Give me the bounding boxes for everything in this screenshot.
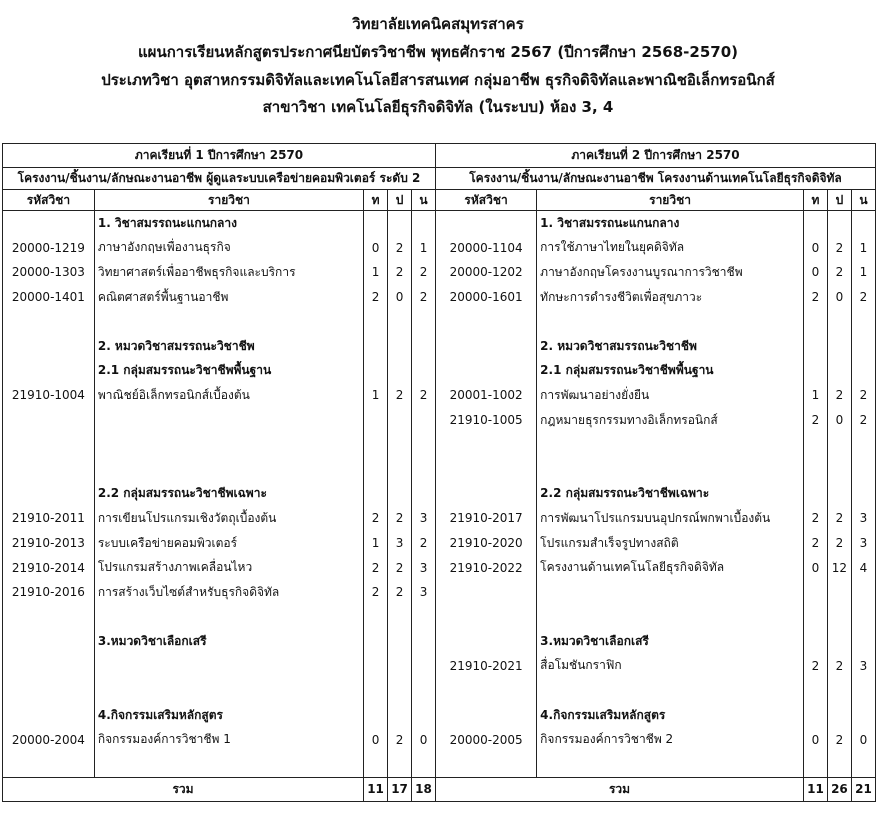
cell-code-left: 21910-1004 [3,383,95,408]
cell-name-left [94,654,363,679]
total-label-right: รวม [436,777,804,801]
cell-name-right: การพัฒนาโปรแกรมบนอุปกรณ์พกพาเบื้องต้น [537,506,804,531]
cell-code-left [3,359,95,384]
cell-t-right: 0 [803,236,827,261]
college-name: วิทยาลัยเทคนิคสมุทรสาคร [352,15,524,33]
cell-code-left [3,334,95,359]
cell-name-right: 2. หมวดวิชาสมรรถนะวิชาชีพ [537,334,804,359]
cell-name-right: การพัฒนาอย่างยั่งยืน [537,383,804,408]
cell-t-left [364,752,388,777]
cell-p-right: 2 [827,727,851,752]
cell-n-left: 2 [412,531,436,556]
cell-n-right [851,580,875,605]
cell-p-left [388,654,412,679]
cell-p-right: 0 [827,408,851,433]
cell-t-right [803,359,827,384]
col-p-right: ป [827,190,851,211]
cell-n-left [412,432,436,457]
col-t-right: ท [803,190,827,211]
cell-t-right [803,703,827,728]
cell-t-left [364,678,388,703]
cell-p-right: 2 [827,260,851,285]
course-row [3,727,876,752]
cell-name-left: 2.2 กลุ่มสมรรถนะวิชาชีพเฉพาะ [94,482,363,507]
cell-name-left: 2.1 กลุ่มสมรรถนะวิชาชีพพื้นฐาน [94,359,363,384]
cell-name-right: โปรแกรมสำเร็จรูปทางสถิติ [537,531,804,556]
cell-code-right [436,432,537,457]
cell-t-left: 0 [364,727,388,752]
cell-t-right: 1 [803,383,827,408]
course-row [3,531,876,556]
course-row [3,605,876,630]
cell-code-right: 20000-1601 [436,285,537,310]
cell-p-left: 3 [388,531,412,556]
study-plan-table [2,143,876,802]
cell-code-left: 21910-2016 [3,580,95,605]
cell-t-left: 2 [364,285,388,310]
course-row [3,285,876,310]
cell-p-left [388,482,412,507]
course-row [3,383,876,408]
cell-p-left [388,678,412,703]
cell-code-right [436,752,537,777]
cell-n-right [851,629,875,654]
cell-code-right [436,703,537,728]
cell-n-left: 3 [412,580,436,605]
project-header-row [3,168,876,190]
cell-n-right: 3 [851,531,875,556]
course-row [3,629,876,654]
cell-n-left [412,482,436,507]
cell-name-right [537,580,804,605]
cell-code-left [3,309,95,334]
cell-name-left: 1. วิชาสมรรถนะแกนกลาง [94,211,363,236]
cell-code-right: 20000-1202 [436,260,537,285]
cell-n-left [412,211,436,236]
semester-header-row [3,144,876,168]
cell-name-right [537,309,804,334]
cell-code-left: 21910-2013 [3,531,95,556]
cell-n-left [412,408,436,433]
cell-t-right [803,432,827,457]
cell-p-right [827,432,851,457]
cell-code-right: 21910-2020 [436,531,537,556]
cell-name-left [94,408,363,433]
cell-name-right: การใช้ภาษาไทยในยุคดิจิทัล [537,236,804,261]
total-p-left: 17 [388,777,412,801]
cell-t-left: 2 [364,506,388,531]
cell-p-left [388,703,412,728]
cell-code-right [436,334,537,359]
cell-name-right [537,752,804,777]
cell-t-right: 0 [803,727,827,752]
cell-t-right [803,211,827,236]
cell-t-left [364,629,388,654]
cell-n-left [412,605,436,630]
course-row [3,555,876,580]
cell-t-left: 0 [364,236,388,261]
cell-n-right: 2 [851,285,875,310]
cell-name-left: โปรแกรมสร้างภาพเคลื่อนไหว [94,555,363,580]
course-row [3,654,876,679]
cell-n-right: 4 [851,555,875,580]
cell-n-left: 0 [412,727,436,752]
cell-n-right: 2 [851,383,875,408]
cell-t-left [364,432,388,457]
cell-p-left [388,629,412,654]
cell-code-left [3,457,95,482]
cell-code-left: 20000-1401 [3,285,95,310]
cell-p-right [827,703,851,728]
cell-t-left [364,457,388,482]
col-n-right: น [851,190,875,211]
cell-t-left: 2 [364,555,388,580]
cell-n-left: 2 [412,260,436,285]
cell-p-left: 2 [388,555,412,580]
cell-n-left [412,629,436,654]
cell-p-right [827,678,851,703]
course-row [3,482,876,507]
total-t-left: 11 [364,777,388,801]
cell-code-left: 20000-1219 [3,236,95,261]
cell-n-left: 2 [412,383,436,408]
cell-code-left [3,654,95,679]
cell-n-left [412,678,436,703]
cell-name-left: 4.กิจกรรมเสริมหลักสูตร [94,703,363,728]
cell-name-right [537,457,804,482]
cell-name-right: 1. วิชาสมรรถนะแกนกลาง [537,211,804,236]
cell-p-right [827,211,851,236]
cell-t-right [803,678,827,703]
cell-n-right: 3 [851,506,875,531]
cell-t-left [364,359,388,384]
semester-1-project: โครงงาน/ชิ้นงาน/ลักษณะงานอาชีพ ผู้ดูแลระบบเครือข่ายคอมพิวเตอร์ ระดับ 2 [3,168,436,190]
cell-name-left [94,678,363,703]
course-row [3,457,876,482]
cell-n-left [412,703,436,728]
cell-t-right: 2 [803,506,827,531]
col-p-left: ป [388,190,412,211]
cell-name-left: ภาษาอังกฤษเพื่องานธุรกิจ [94,236,363,261]
cell-p-right [827,605,851,630]
cell-t-left: 1 [364,383,388,408]
program-type: ประเภทวิชา อุตสาหกรรมดิจิทัลและเทคโนโลยีสารสนเทศ กลุ่มอาชีพ ธุรกิจดิจิทัลและพาณิชอิเล็กทรอนิกส์ [101,71,775,89]
cell-name-right [537,678,804,703]
cell-t-right: 2 [803,531,827,556]
cell-code-left [3,482,95,507]
cell-n-right [851,703,875,728]
column-header-row [3,190,876,211]
cell-name-left: การเขียนโปรแกรมเชิงวัตถุเบื้องต้น [94,506,363,531]
total-label-left: รวม [3,777,364,801]
cell-name-left: กิจกรรมองค์การวิชาชีพ 1 [94,727,363,752]
major-room: สาขาวิชา เทคโนโลยีธุรกิจดิจิทัล (ในระบบ) ห้อง 3, 4 [262,98,614,116]
cell-n-left [412,359,436,384]
cell-name-left: ระบบเครือข่ายคอมพิวเตอร์ [94,531,363,556]
cell-n-right: 0 [851,727,875,752]
course-row [3,309,876,334]
cell-code-right: 21910-2017 [436,506,537,531]
curriculum-title: แผนการเรียนหลักสูตรประกาศนียบัตรวิชาชีพ พุทธศักราช 2567 (ปีการศึกษา 2568-2570) [138,43,738,61]
course-row [3,432,876,457]
cell-name-left: 3.หมวดวิชาเลือกเสรี [94,629,363,654]
cell-t-right [803,580,827,605]
cell-n-left [412,457,436,482]
cell-t-right [803,605,827,630]
cell-code-left: 21910-2011 [3,506,95,531]
cell-code-left: 21910-2014 [3,555,95,580]
cell-name-left [94,457,363,482]
col-code-left: รหัสวิชา [3,190,95,211]
cell-name-left: วิทยาศาสตร์เพื่ออาชีพธุรกิจและบริการ [94,260,363,285]
cell-name-right: กฎหมายธุรกรรมทางอิเล็กทรอนิกส์ [537,408,804,433]
course-row [3,506,876,531]
cell-p-right: 2 [827,531,851,556]
cell-p-left: 2 [388,383,412,408]
cell-p-left [388,457,412,482]
total-n-left: 18 [412,777,436,801]
course-row [3,236,876,261]
cell-name-left [94,605,363,630]
cell-t-left [364,654,388,679]
cell-code-left [3,605,95,630]
cell-n-right: 1 [851,236,875,261]
cell-n-left [412,309,436,334]
cell-p-right [827,309,851,334]
cell-t-right: 2 [803,408,827,433]
cell-name-right: กิจกรรมองค์การวิชาชีพ 2 [537,727,804,752]
cell-n-left: 3 [412,506,436,531]
cell-t-left [364,703,388,728]
cell-n-left [412,752,436,777]
cell-code-right [436,211,537,236]
cell-t-right [803,457,827,482]
cell-name-left: พาณิชย์อิเล็กทรอนิกส์เบื้องต้น [94,383,363,408]
cell-code-right: 20001-1002 [436,383,537,408]
cell-name-left [94,752,363,777]
cell-code-right [436,457,537,482]
cell-p-right [827,752,851,777]
cell-p-left [388,211,412,236]
cell-n-right: 3 [851,654,875,679]
cell-n-left: 1 [412,236,436,261]
cell-code-left: 20000-2004 [3,727,95,752]
total-p-right: 26 [827,777,851,801]
cell-n-left: 2 [412,285,436,310]
cell-p-right: 2 [827,654,851,679]
cell-t-right [803,334,827,359]
course-row [3,752,876,777]
cell-t-right [803,629,827,654]
cell-code-right [436,678,537,703]
cell-p-right: 2 [827,383,851,408]
cell-code-right [436,629,537,654]
cell-code-left [3,211,95,236]
cell-p-left: 2 [388,236,412,261]
cell-name-right: สื่อโมชันกราฟิก [537,654,804,679]
cell-name-right: 4.กิจกรรมเสริมหลักสูตร [537,703,804,728]
course-row [3,334,876,359]
cell-code-right: 20000-2005 [436,727,537,752]
cell-code-left [3,408,95,433]
course-row [3,359,876,384]
course-rows [3,211,876,778]
cell-code-right: 21910-2021 [436,654,537,679]
cell-p-left [388,752,412,777]
cell-code-right [436,605,537,630]
col-code-right: รหัสวิชา [436,190,537,211]
total-t-right: 11 [803,777,827,801]
cell-p-left [388,334,412,359]
cell-code-right [436,309,537,334]
cell-t-right [803,309,827,334]
cell-code-left [3,432,95,457]
cell-n-right [851,457,875,482]
cell-p-right: 0 [827,285,851,310]
cell-p-left: 0 [388,285,412,310]
cell-n-right [851,678,875,703]
cell-name-right [537,605,804,630]
cell-t-left [364,309,388,334]
cell-n-right [851,211,875,236]
cell-code-left: 20000-1303 [3,260,95,285]
cell-code-right [436,482,537,507]
cell-p-right: 12 [827,555,851,580]
cell-code-left [3,678,95,703]
cell-name-right: ภาษาอังกฤษโครงงานบูรณาการวิชาชีพ [537,260,804,285]
cell-name-right: 2.1 กลุ่มสมรรถนะวิชาชีพพื้นฐาน [537,359,804,384]
cell-name-left [94,309,363,334]
cell-t-right: 0 [803,555,827,580]
cell-t-left [364,482,388,507]
cell-n-right [851,432,875,457]
cell-n-right [851,359,875,384]
cell-code-left [3,752,95,777]
col-name-left: รายวิชา [94,190,363,211]
cell-name-right: โครงงานด้านเทคโนโลยีธุรกิจดิจิทัล [537,555,804,580]
cell-code-right [436,359,537,384]
cell-n-right [851,309,875,334]
cell-name-left: คณิตศาสตร์พื้นฐานอาชีพ [94,285,363,310]
cell-t-right: 2 [803,285,827,310]
cell-name-left: การสร้างเว็บไซต์สำหรับธุรกิจดิจิทัล [94,580,363,605]
cell-p-left: 2 [388,506,412,531]
cell-n-right: 1 [851,260,875,285]
cell-p-right [827,457,851,482]
cell-code-right: 21910-2022 [436,555,537,580]
cell-p-left: 2 [388,727,412,752]
total-n-right: 21 [851,777,875,801]
cell-n-right [851,482,875,507]
cell-t-right: 0 [803,260,827,285]
cell-name-left: 2. หมวดวิชาสมรรถนะวิชาชีพ [94,334,363,359]
cell-code-left [3,629,95,654]
cell-t-right: 2 [803,654,827,679]
cell-name-left [94,432,363,457]
semester-2-project: โครงงาน/ชิ้นงาน/ลักษณะงานอาชีพ โครงงานด้านเทคโนโลยีธุรกิจดิจิทัล [436,168,876,190]
cell-t-left [364,334,388,359]
cell-p-left [388,408,412,433]
semester-2-title: ภาคเรียนที่ 2 ปีการศึกษา 2570 [436,144,876,168]
cell-t-right [803,752,827,777]
cell-p-right: 2 [827,506,851,531]
cell-t-left [364,408,388,433]
cell-n-right: 2 [851,408,875,433]
col-t-left: ท [364,190,388,211]
cell-n-right [851,334,875,359]
totals-row [3,777,876,801]
course-row [3,703,876,728]
cell-p-left: 2 [388,580,412,605]
cell-t-left [364,605,388,630]
cell-p-right [827,334,851,359]
course-row [3,580,876,605]
cell-p-left: 2 [388,260,412,285]
cell-p-left [388,605,412,630]
cell-t-left: 2 [364,580,388,605]
cell-name-right [537,432,804,457]
semester-1-title: ภาคเรียนที่ 1 ปีการศึกษา 2570 [3,144,436,168]
cell-p-right [827,482,851,507]
col-name-right: รายวิชา [537,190,804,211]
cell-n-right [851,605,875,630]
cell-t-right [803,482,827,507]
cell-p-left [388,359,412,384]
cell-t-left [364,211,388,236]
course-row [3,260,876,285]
course-row [3,408,876,433]
cell-name-right: ทักษะการดำรงชีวิตเพื่อสุขภาวะ [537,285,804,310]
cell-p-right [827,629,851,654]
course-row [3,211,876,236]
cell-n-left [412,334,436,359]
cell-t-left: 1 [364,260,388,285]
cell-n-right [851,752,875,777]
cell-code-right [436,580,537,605]
cell-t-left: 1 [364,531,388,556]
cell-name-right: 2.2 กลุ่มสมรรถนะวิชาชีพเฉพาะ [537,482,804,507]
cell-n-left: 3 [412,555,436,580]
cell-n-left [412,654,436,679]
cell-p-right [827,359,851,384]
cell-p-left [388,432,412,457]
course-row [3,678,876,703]
cell-code-right: 21910-1005 [436,408,537,433]
cell-p-right [827,580,851,605]
cell-p-left [388,309,412,334]
cell-p-right: 2 [827,236,851,261]
cell-code-right: 20000-1104 [436,236,537,261]
cell-code-left [3,703,95,728]
col-n-left: น [412,190,436,211]
cell-name-right: 3.หมวดวิชาเลือกเสรี [537,629,804,654]
